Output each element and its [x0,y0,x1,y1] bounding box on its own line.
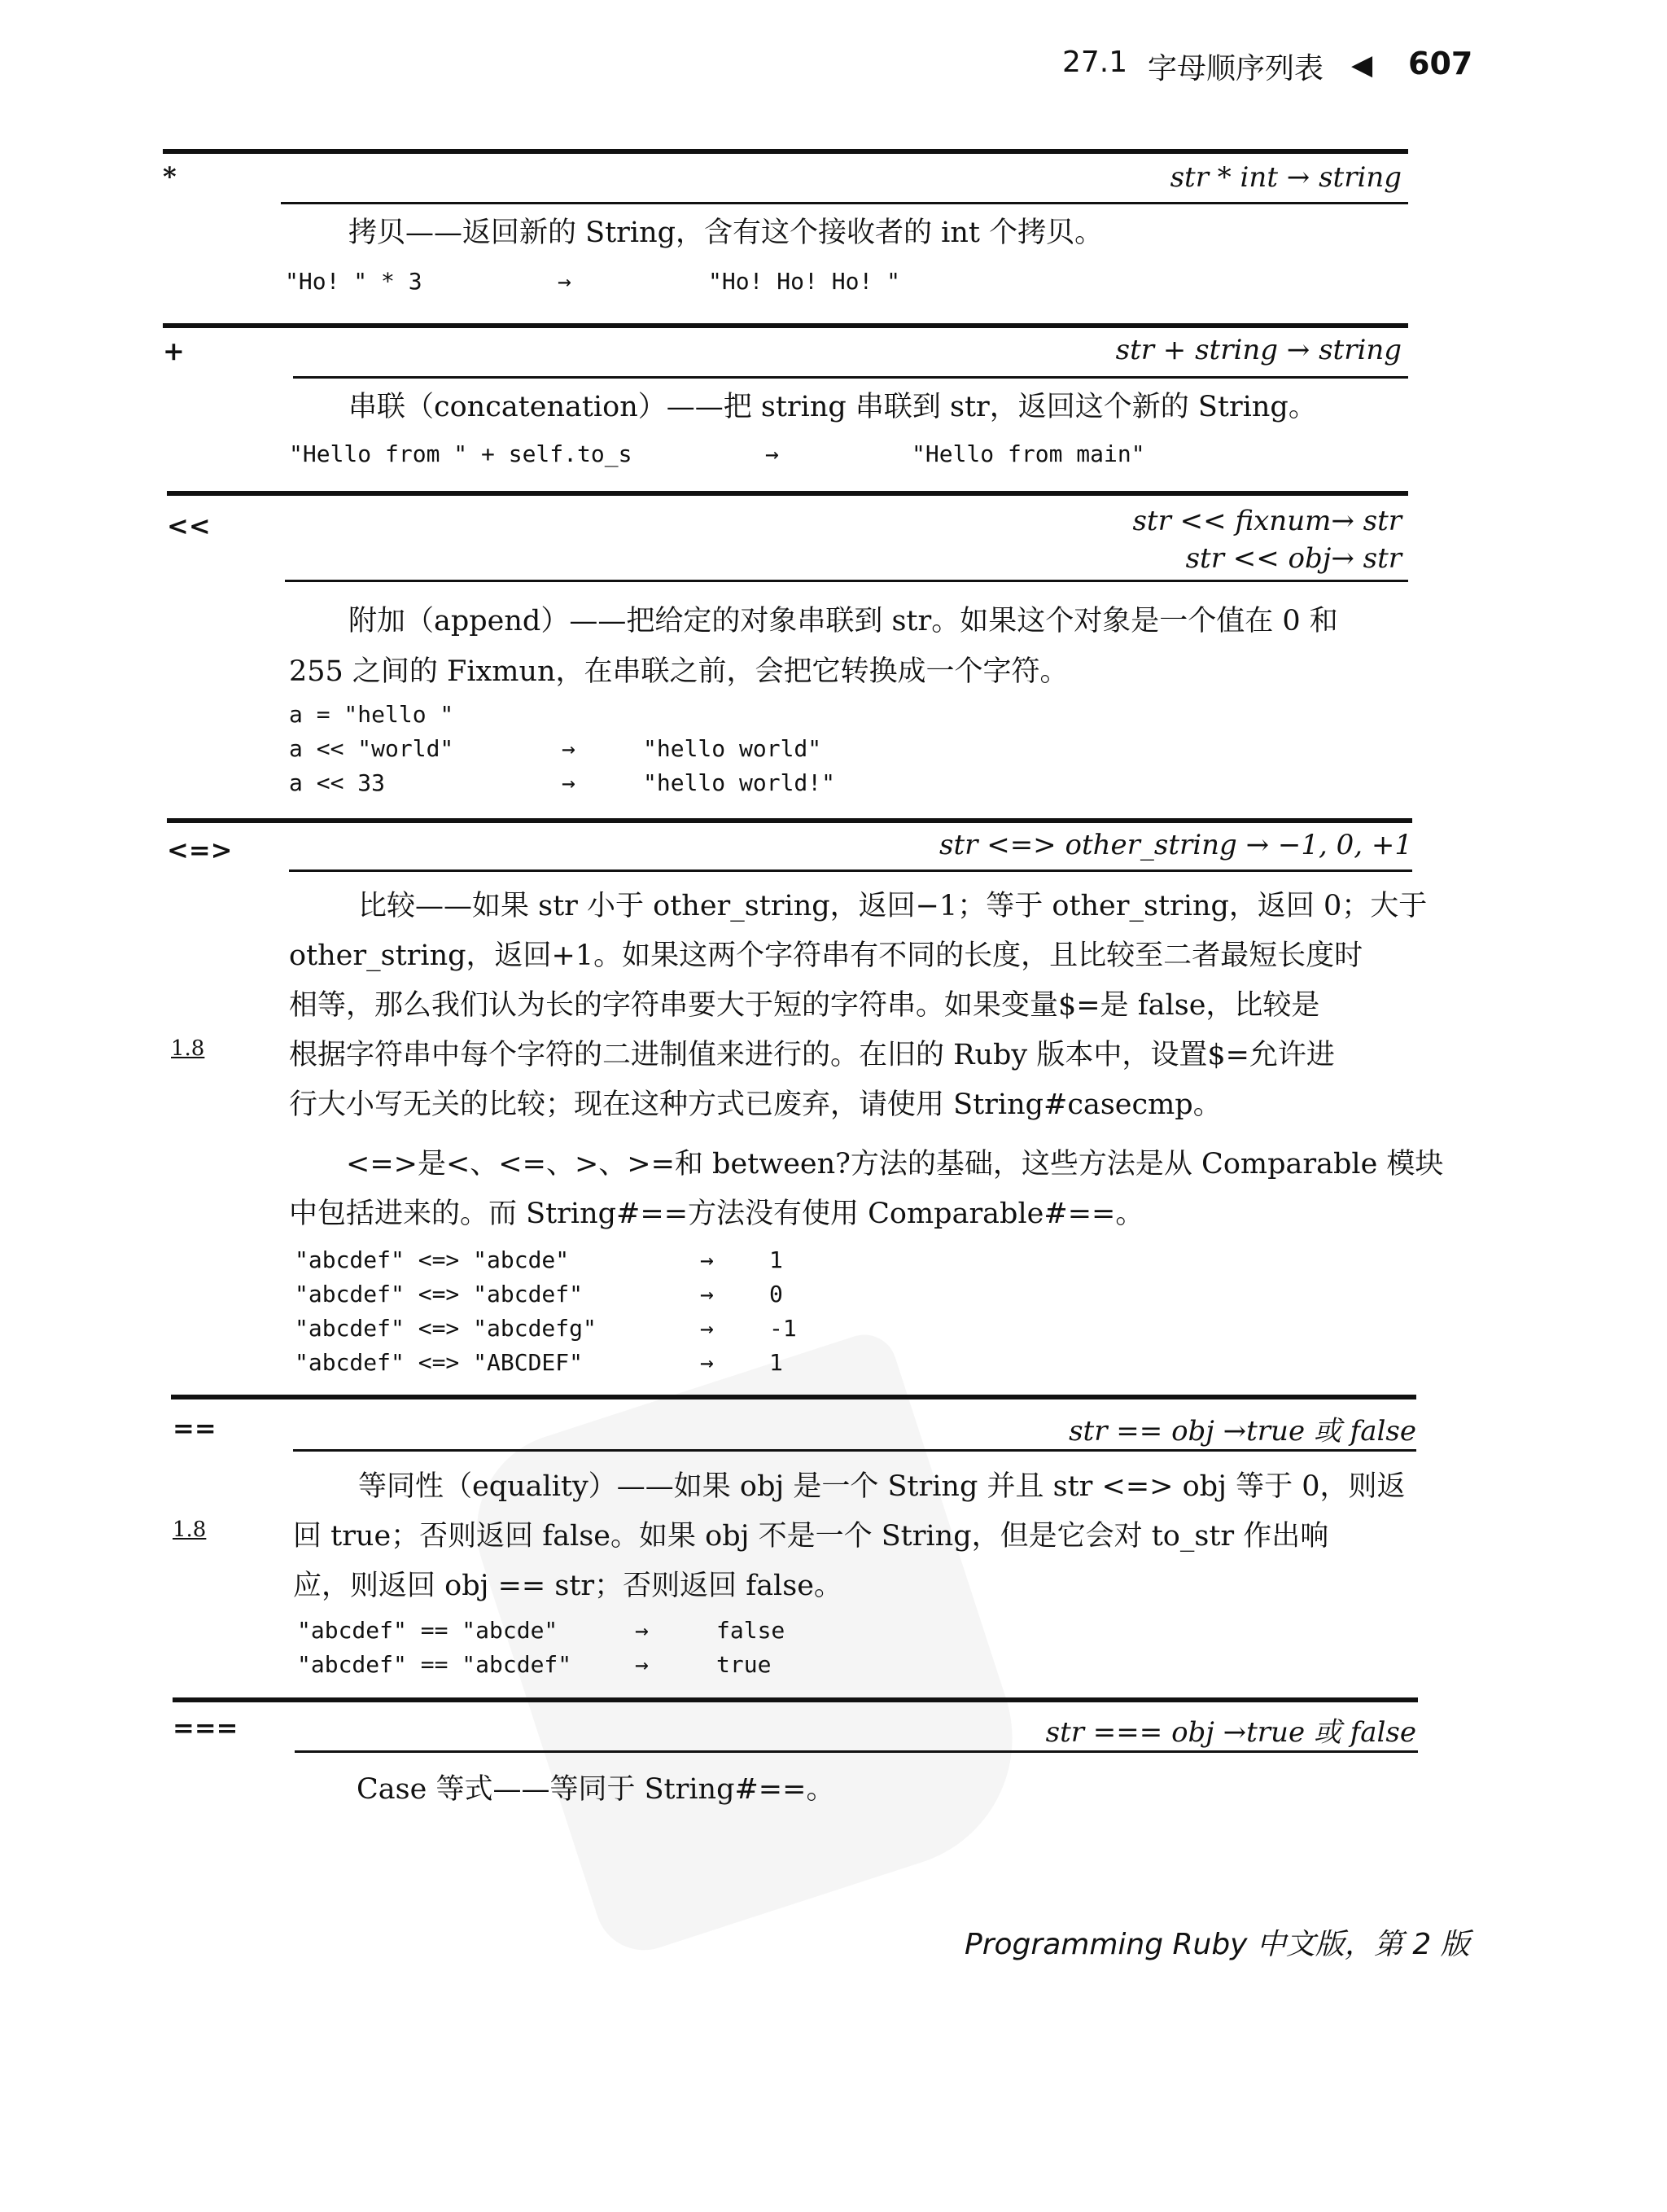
method-signature: str <=> other_string → −1, 0, +1 [939,829,1412,861]
result-arrow: → [700,1315,714,1342]
description-paragraph: 根据字符串中每个字符的二进制值来进行的。在旧的 Ruby 版本中，设置$=允许进 [289,1039,1335,1071]
method-signature: str === obj →true 或 false [1045,1716,1416,1749]
entry-rule [167,491,1408,496]
method-signature: str << fixnum→ str [1132,505,1402,537]
code-expression: "abcdef" <=> "abcde" [295,1246,570,1273]
code-expression: "abcdef" <=> "abcdefg" [295,1315,597,1342]
description-paragraph: 255 之间的 Fixmun，在串联之前，会把它转换成一个字符。 [289,655,1069,688]
code-result: 1 [769,1246,783,1273]
signature-rule [289,869,1412,872]
code-result: false [716,1617,785,1644]
signature-rule [285,580,1408,582]
code-result: "hello world" [643,735,822,762]
book-footer: Programming Ruby 中文版，第 2 版 [965,1928,1470,1961]
result-arrow: → [558,268,571,295]
signature-rule [293,1449,1416,1452]
result-arrow: → [562,735,575,762]
code-expression: "abcdef" <=> "ABCDEF" [295,1349,584,1376]
description-paragraph: <=>是<、<=、>、>=和 between?方法的基础，这些方法是从 Comparable 模块 [346,1148,1444,1180]
result-arrow: → [700,1349,714,1376]
entry-rule [171,1395,1416,1399]
description-paragraph: 等同性（equality）——如果 obj 是一个 String 并且 str <=> obj 等于 0，则返 [358,1470,1406,1503]
description-paragraph: 应，则返回 obj == str；否则返回 false。 [293,1570,842,1602]
code-expression: "Hello from " + self.to_s [289,440,632,467]
method-signature: str == obj →true 或 false [1069,1415,1416,1448]
description-paragraph: 行大小写无关的比较；现在这种方式已废弃，请使用 String#casecmp。 [289,1088,1222,1121]
version-margin-note: 1.8 [173,1518,207,1542]
result-arrow: → [765,440,779,467]
result-arrow: → [700,1246,714,1273]
left-triangle-icon: ◀ [1351,49,1373,81]
entry-rule [163,149,1408,154]
description-paragraph: 串联（concatenation）——把 string 串联到 str，返回这个新的 String。 [348,391,1317,423]
method-signature: str * int → string [1170,161,1402,194]
code-result: -1 [769,1315,797,1342]
method-signature: str << obj→ str [1185,542,1402,575]
result-arrow: → [700,1281,714,1307]
result-arrow: → [635,1617,649,1644]
page-number: 607 [1408,46,1473,81]
code-expression: a << 33 [289,769,386,796]
entry-operator: == [173,1413,217,1443]
method-signature: str + string → string [1115,334,1402,366]
signature-rule [295,1750,1418,1753]
code-expression: "Ho! " * 3 [285,268,422,295]
code-result: "Hello from main" [912,440,1145,467]
entry-rule [173,1697,1418,1702]
code-expression: "abcdef" <=> "abcdef" [295,1281,584,1307]
description-paragraph: 回 true；否则返回 false。如果 obj 不是一个 String，但是它会对 to_str 作出响 [293,1520,1329,1553]
entry-operator: <=> [167,834,233,865]
code-expression: a << "world" [289,735,454,762]
entry-rule [167,818,1412,823]
code-result: true [716,1651,772,1678]
code-expression: a = "hello " [289,701,454,728]
section-title: 字母顺序列表 [1148,52,1324,85]
entry-operator: << [167,510,211,541]
code-result: "hello world!" [643,769,836,796]
entry-operator: + [163,335,185,366]
entry-rule [163,323,1408,328]
signature-rule [281,202,1408,204]
code-expression: "abcdef" == "abcde" [297,1617,558,1644]
section-number: 27.1 [1062,46,1128,79]
code-expression: "abcdef" == "abcdef" [297,1651,572,1678]
description-paragraph: 中包括进来的。而 String#==方法没有使用 Comparable#==。 [289,1198,1144,1230]
result-arrow: → [562,769,575,796]
code-result: 0 [769,1281,783,1307]
signature-rule [293,376,1408,379]
entry-operator: === [173,1712,238,1743]
result-arrow: → [635,1651,649,1678]
description-paragraph: Case 等式——等同于 String#==。 [357,1773,835,1806]
description-paragraph: 相等，那么我们认为长的字符串要大于短的字符串。如果变量$=是 false，比较是 [289,989,1320,1022]
version-margin-note: 1.8 [171,1036,205,1061]
code-result: 1 [769,1349,783,1376]
description-paragraph: 附加（append）——把给定的对象串联到 str。如果这个对象是一个值在 0 和 [348,605,1338,637]
description-paragraph: other_string，返回+1。如果这两个字符串有不同的长度，且比较至二者最短长度时 [289,940,1363,972]
code-result: "Ho! Ho! Ho! " [708,268,901,295]
description-paragraph: 比较——如果 str 小于 other_string，返回−1；等于 other_string，返回 0；大于 [358,890,1428,922]
entry-operator: * [163,161,177,192]
description-paragraph: 拷贝——返回新的 String，含有这个接收者的 int 个拷贝。 [348,217,1104,249]
